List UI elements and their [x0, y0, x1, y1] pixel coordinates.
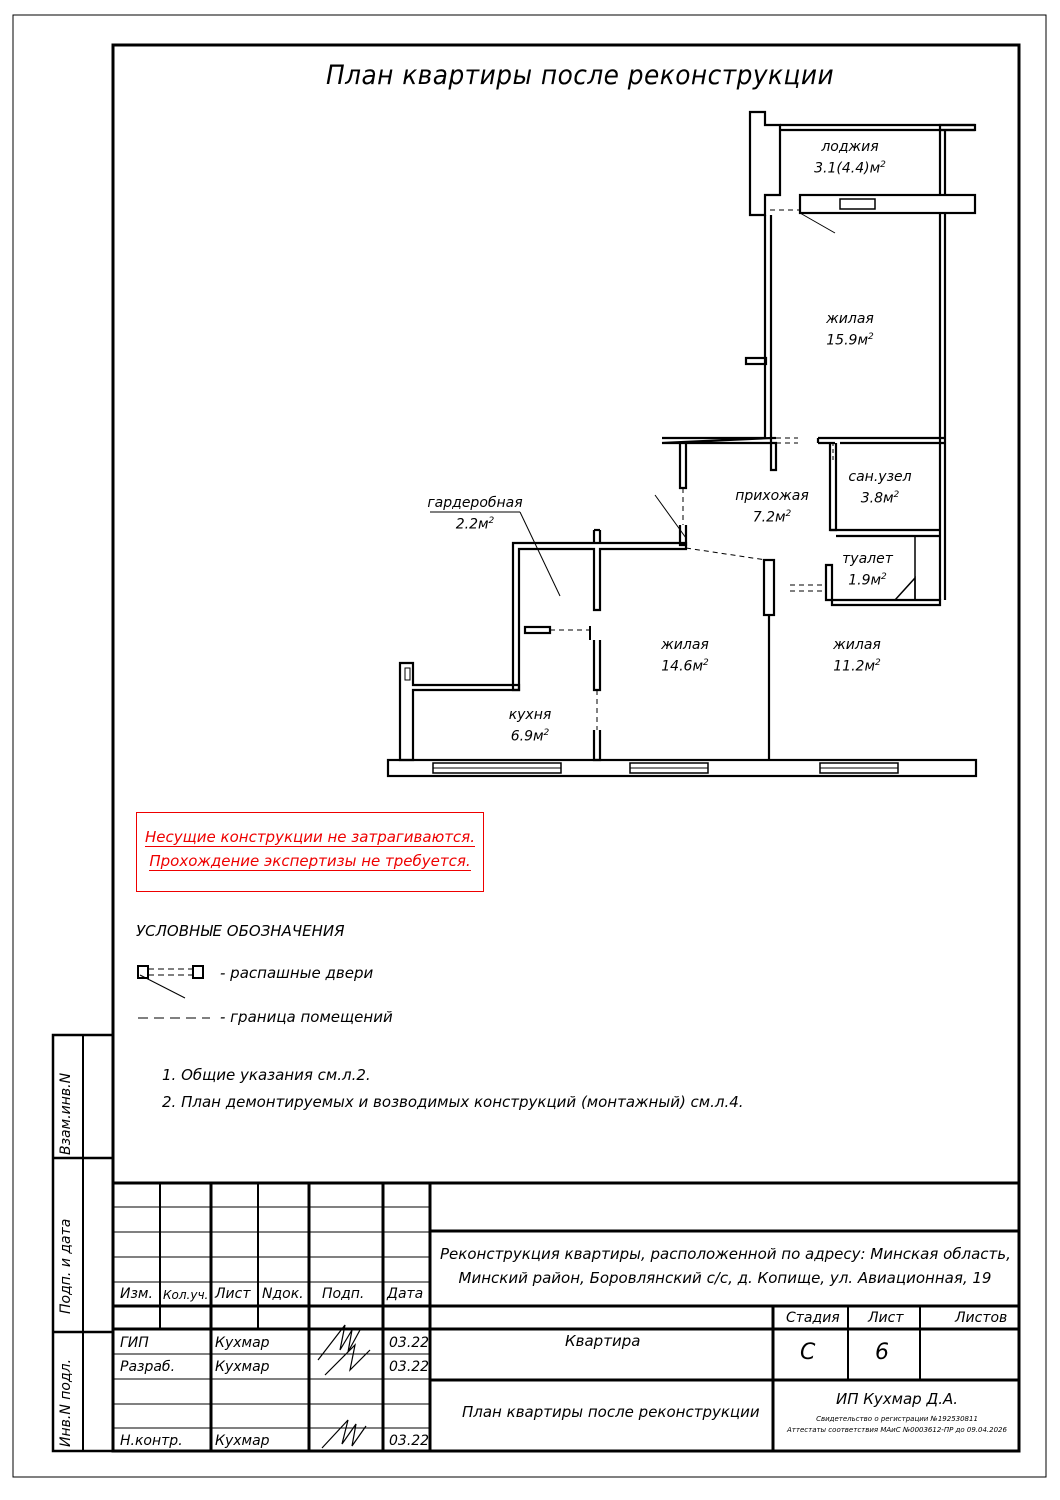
tb-company: ИП Кухмар Д.А. [836, 1390, 958, 1408]
warning-box [136, 812, 484, 892]
tb-cert-1: Свидетельство о регистрации №192530811 [816, 1415, 978, 1423]
tb-project-line-1: Реконструкция квартиры, расположенной по адресу: Минская область, [440, 1245, 1011, 1263]
room-label-living1: жилая $15.9м^2$ [826, 311, 874, 349]
signature [318, 1325, 370, 1448]
room-label-living3: жилая $11.2м^2$ [833, 637, 881, 675]
main-frame [113, 45, 1019, 1451]
tb-project-line-2: Минский район, Боровлянский с/с, д. Копище, ул. Авиационная, 19 [458, 1269, 992, 1287]
room-label-wc: туалет $1.9м^2$ [842, 551, 893, 589]
legend-door-label: - распашные двери [220, 964, 374, 982]
page-title: План квартиры после реконструкции [326, 60, 835, 91]
warning-line-2: Прохождение экспертизы не требуется. [149, 852, 471, 870]
room-label-kitchen: кухня $6.9м^2$ [508, 707, 552, 745]
side-stamp-podp: Подп. и дата [58, 1218, 74, 1314]
tb-cert-2: Аттестаты соответствия МАиС №0003612-ПР до 09.04.2026 [787, 1426, 1007, 1434]
tb-date-razrab: 03.22 [389, 1359, 430, 1375]
legend-title: УСЛОВНЫЕ ОБОЗНАЧЕНИЯ [136, 922, 345, 940]
tb-header-izm: Изм. [120, 1286, 153, 1302]
tb-role-nkontr: Н.контр. [120, 1433, 183, 1449]
room-label-wardrobe: гардеробная $2.2м^2$ [427, 495, 523, 533]
tb-stage-header: Стадия [786, 1310, 840, 1326]
warning-line-1: Несущие конструкции не затрагиваются. [145, 828, 475, 846]
tb-header-list: Лист [215, 1286, 251, 1302]
tb-header-kol: Кол.уч. [163, 1288, 209, 1302]
room-label-living2: жилая $14.6м^2$ [661, 637, 709, 675]
tb-name-nkontr: Кухмар [215, 1433, 270, 1449]
tb-header-ndok: Nдок. [262, 1286, 304, 1302]
tb-sheet-title: План квартиры после реконструкции [462, 1403, 760, 1421]
room-label-bath: сан.узел $3.8м^2$ [848, 469, 912, 507]
room-label-loggia: лоджия $3.1(4.4)м^2$ [814, 139, 886, 177]
legend-door-symbol [138, 966, 203, 998]
tb-header-data: Дата [387, 1286, 424, 1302]
tb-date-nkontr: 03.22 [389, 1433, 430, 1449]
tb-sheet-value: 6 [875, 1340, 889, 1365]
tb-role-gip: ГИП [120, 1335, 149, 1351]
tb-name-razrab: Кухмар [215, 1359, 270, 1375]
tb-header-podp: Подп. [322, 1286, 365, 1302]
tb-name-gip: Кухмар [215, 1335, 270, 1351]
tb-object: Квартира [565, 1332, 641, 1350]
tb-sheet-header: Лист [868, 1310, 904, 1326]
floor-plan [388, 112, 976, 776]
room-label-hall: прихожая $7.2м^2$ [735, 488, 809, 526]
note-1: 1. Общие указания см.л.2. [162, 1066, 371, 1084]
tb-sheets-header: Листов [955, 1310, 1008, 1326]
side-stamp-vzam: Взам.инв.N [58, 1072, 74, 1155]
legend-boundary-label: - граница помещений [220, 1008, 393, 1026]
tb-stage-value: С [800, 1340, 816, 1365]
side-stamp-inv: Инв.N подл. [58, 1358, 74, 1447]
tb-date-gip: 03.22 [389, 1335, 430, 1351]
note-2: 2. План демонтируемых и возводимых конструкций (монтажный) см.л.4. [162, 1093, 744, 1111]
tb-role-razrab: Разраб. [120, 1359, 176, 1375]
